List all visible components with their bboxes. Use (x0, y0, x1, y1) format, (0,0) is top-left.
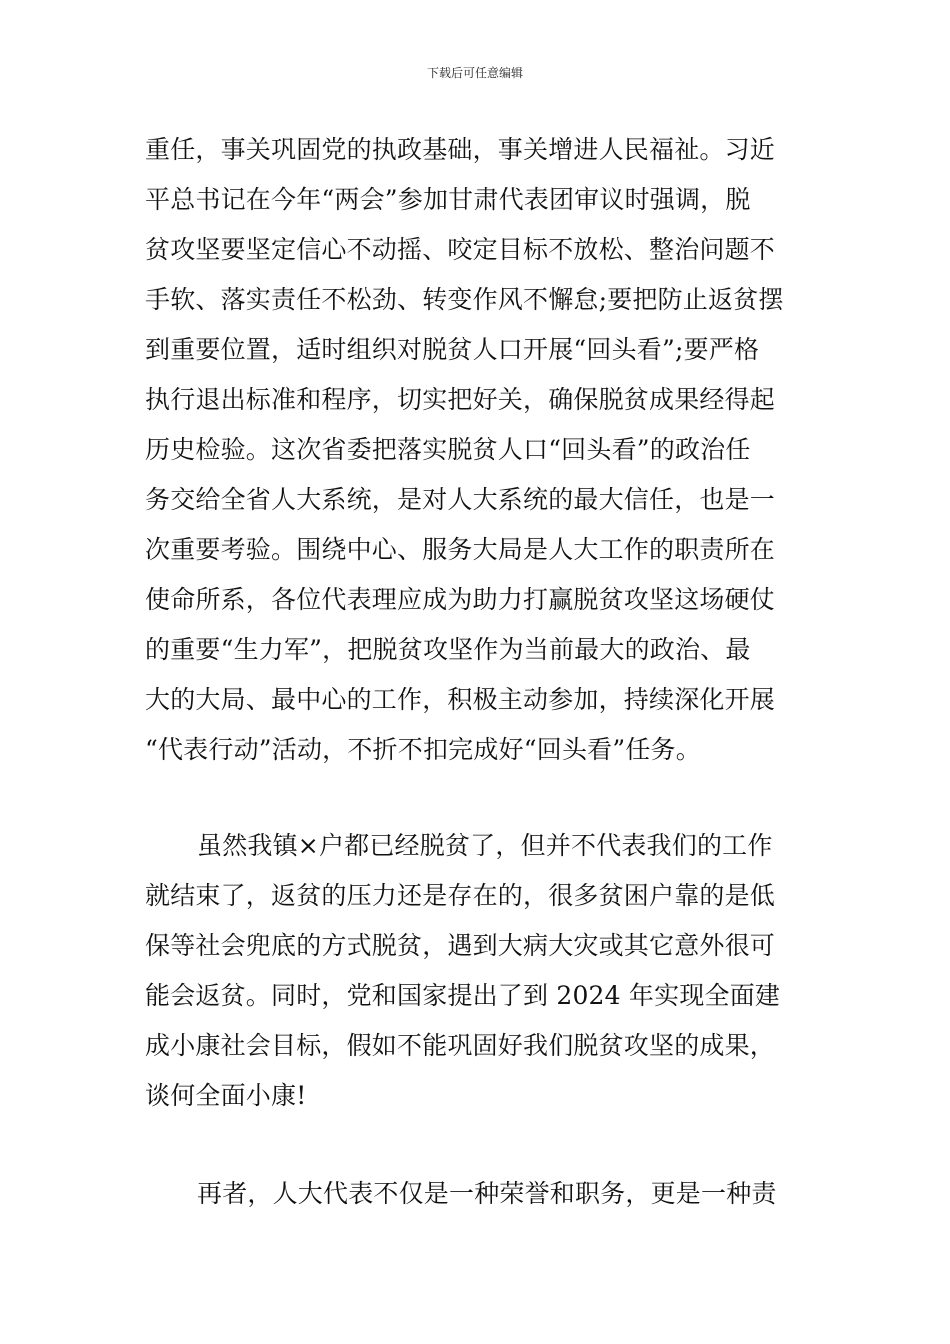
paragraph-line: 成小康社会目标，假如不能巩固好我们脱贫攻坚的成果， (145, 1031, 776, 1060)
paragraph-line: 次重要考验。围绕中心、服务大局是人大工作的职责所在 (145, 535, 776, 564)
paragraph-line: 使命所系，各位代表理应成为助力打赢脱贫攻坚这场硬仗 (145, 585, 776, 614)
paragraph-line: 到重要位置，适时组织对脱贫人口开展“回头看”;要严格 (145, 335, 760, 364)
paragraph-line: 手软、落实责任不松劲、转变作风不懈怠;要把防止返贫摆 (145, 285, 784, 314)
page-header: 下载后可任意编辑 (426, 66, 523, 80)
paragraph-line: 平总书记在今年“两会”参加甘肃代表团审议时强调，脱 (145, 185, 751, 214)
paragraph-line: 能会返贫。同时，党和国家提出了到 2024 年实现全面建 (145, 981, 781, 1010)
paragraph-line: 务交给全省人大系统，是对人大系统的最大信任，也是一 (145, 485, 776, 514)
paragraph-line: 的重要“生力军”，把脱贫攻坚作为当前最大的政治、最 (145, 635, 751, 664)
paragraph-line: “代表行动”活动，不折不扣完成好“回头看”任务。 (145, 735, 701, 764)
paragraph-line: 重任，事关巩固党的执政基础，事关增进人民福祉。习近 (145, 135, 776, 164)
paragraph-line: 再者，人大代表不仅是一种荣誉和职务，更是一种责 (197, 1179, 777, 1208)
paragraph-line: 执行退出标准和程序，切实把好关，确保脱贫成果经得起 (145, 385, 776, 414)
paragraph-line: 虽然我镇×户都已经脱贫了，但并不代表我们的工作 (197, 831, 773, 860)
paragraph-line: 大的大局、最中心的工作，积极主动参加，持续深化开展 (145, 685, 776, 714)
paragraph-line: 保等社会兜底的方式脱贫，遇到大病大灾或其它意外很可 (145, 931, 776, 960)
paragraph-line: 就结束了，返贫的压力还是存在的，很多贫困户靠的是低 (145, 881, 776, 910)
paragraph-line: 贫攻坚要坚定信心不动摇、咬定目标不放松、整治问题不 (145, 235, 776, 264)
paragraph-line: 谈何全面小康! (145, 1081, 307, 1110)
paragraph-line: 历史检验。这次省委把落实脱贫人口“回头看”的政治任 (145, 435, 751, 464)
